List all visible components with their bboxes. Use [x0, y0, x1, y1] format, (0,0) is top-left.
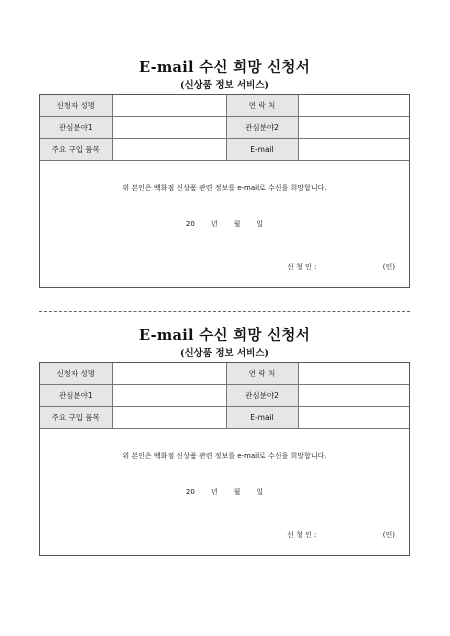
application-form-1 — [39, 58, 410, 288]
interest2-label: 관심분야2 — [226, 117, 298, 139]
applicant-signature-label: 신 청 인 : — [287, 531, 317, 539]
form-body — [40, 429, 409, 555]
date-line — [40, 487, 409, 497]
date-year-label: 년 — [210, 220, 218, 228]
table-row — [40, 385, 409, 407]
form-table — [40, 95, 409, 161]
interest2-field[interactable] — [298, 117, 409, 139]
interest1-field[interactable] — [112, 385, 226, 407]
date-day-label: 일 — [256, 488, 264, 496]
form-body — [40, 161, 409, 287]
contact-field[interactable] — [298, 95, 409, 117]
applicant-name-field[interactable] — [112, 95, 226, 117]
table-row — [40, 117, 409, 139]
email-label: E-mail — [226, 407, 298, 429]
contact-label: 연 락 처 — [226, 363, 298, 385]
interest1-label: 관심분야1 — [40, 385, 112, 407]
main-items-field[interactable] — [112, 139, 226, 161]
main-items-field[interactable] — [112, 407, 226, 429]
form-table — [40, 363, 409, 429]
seal-mark: (인) — [382, 263, 395, 271]
interest1-label: 관심분야1 — [40, 117, 112, 139]
cut-line — [39, 311, 410, 312]
interest1-field[interactable] — [112, 117, 226, 139]
applicant-name-label: 신청자 성명 — [40, 95, 112, 117]
contact-label: 연 락 처 — [226, 95, 298, 117]
contact-field[interactable] — [298, 363, 409, 385]
date-year-prefix: 20 — [185, 488, 195, 496]
form-box — [39, 362, 410, 556]
form-box — [39, 94, 410, 288]
interest2-field[interactable] — [298, 385, 409, 407]
application-form-2 — [39, 326, 410, 556]
date-day-label: 일 — [256, 220, 264, 228]
table-row — [40, 139, 409, 161]
applicant-name-label: 신청자 성명 — [40, 363, 112, 385]
main-items-label: 주요 구입 품목 — [40, 139, 112, 161]
consent-statement: 위 본인은 백화점 신상품 관련 정보를 e-mail로 수신을 희망합니다. — [122, 452, 327, 460]
seal-mark: (인) — [382, 531, 395, 539]
interest2-label: 관심분야2 — [226, 385, 298, 407]
table-row — [40, 407, 409, 429]
main-items-label: 주요 구입 품목 — [40, 407, 112, 429]
form-subtitle: (신상품 정보 서비스) — [179, 80, 270, 91]
date-line — [40, 219, 409, 229]
table-row — [40, 363, 409, 385]
date-year-label: 년 — [210, 488, 218, 496]
date-year-prefix: 20 — [185, 220, 195, 228]
form-title: E-mail 수신 희망 신청서 — [138, 327, 311, 344]
form-subtitle: (신상품 정보 서비스) — [179, 348, 270, 359]
table-row — [40, 95, 409, 117]
date-month-label: 월 — [233, 488, 241, 496]
consent-statement: 위 본인은 백화점 신상품 관련 정보를 e-mail로 수신을 희망합니다. — [122, 184, 327, 192]
form-title: E-mail 수신 희망 신청서 — [138, 59, 311, 76]
email-field[interactable] — [298, 407, 409, 429]
applicant-signature-label: 신 청 인 : — [287, 263, 317, 271]
email-label: E-mail — [226, 139, 298, 161]
email-field[interactable] — [298, 139, 409, 161]
date-month-label: 월 — [233, 220, 241, 228]
applicant-name-field[interactable] — [112, 363, 226, 385]
